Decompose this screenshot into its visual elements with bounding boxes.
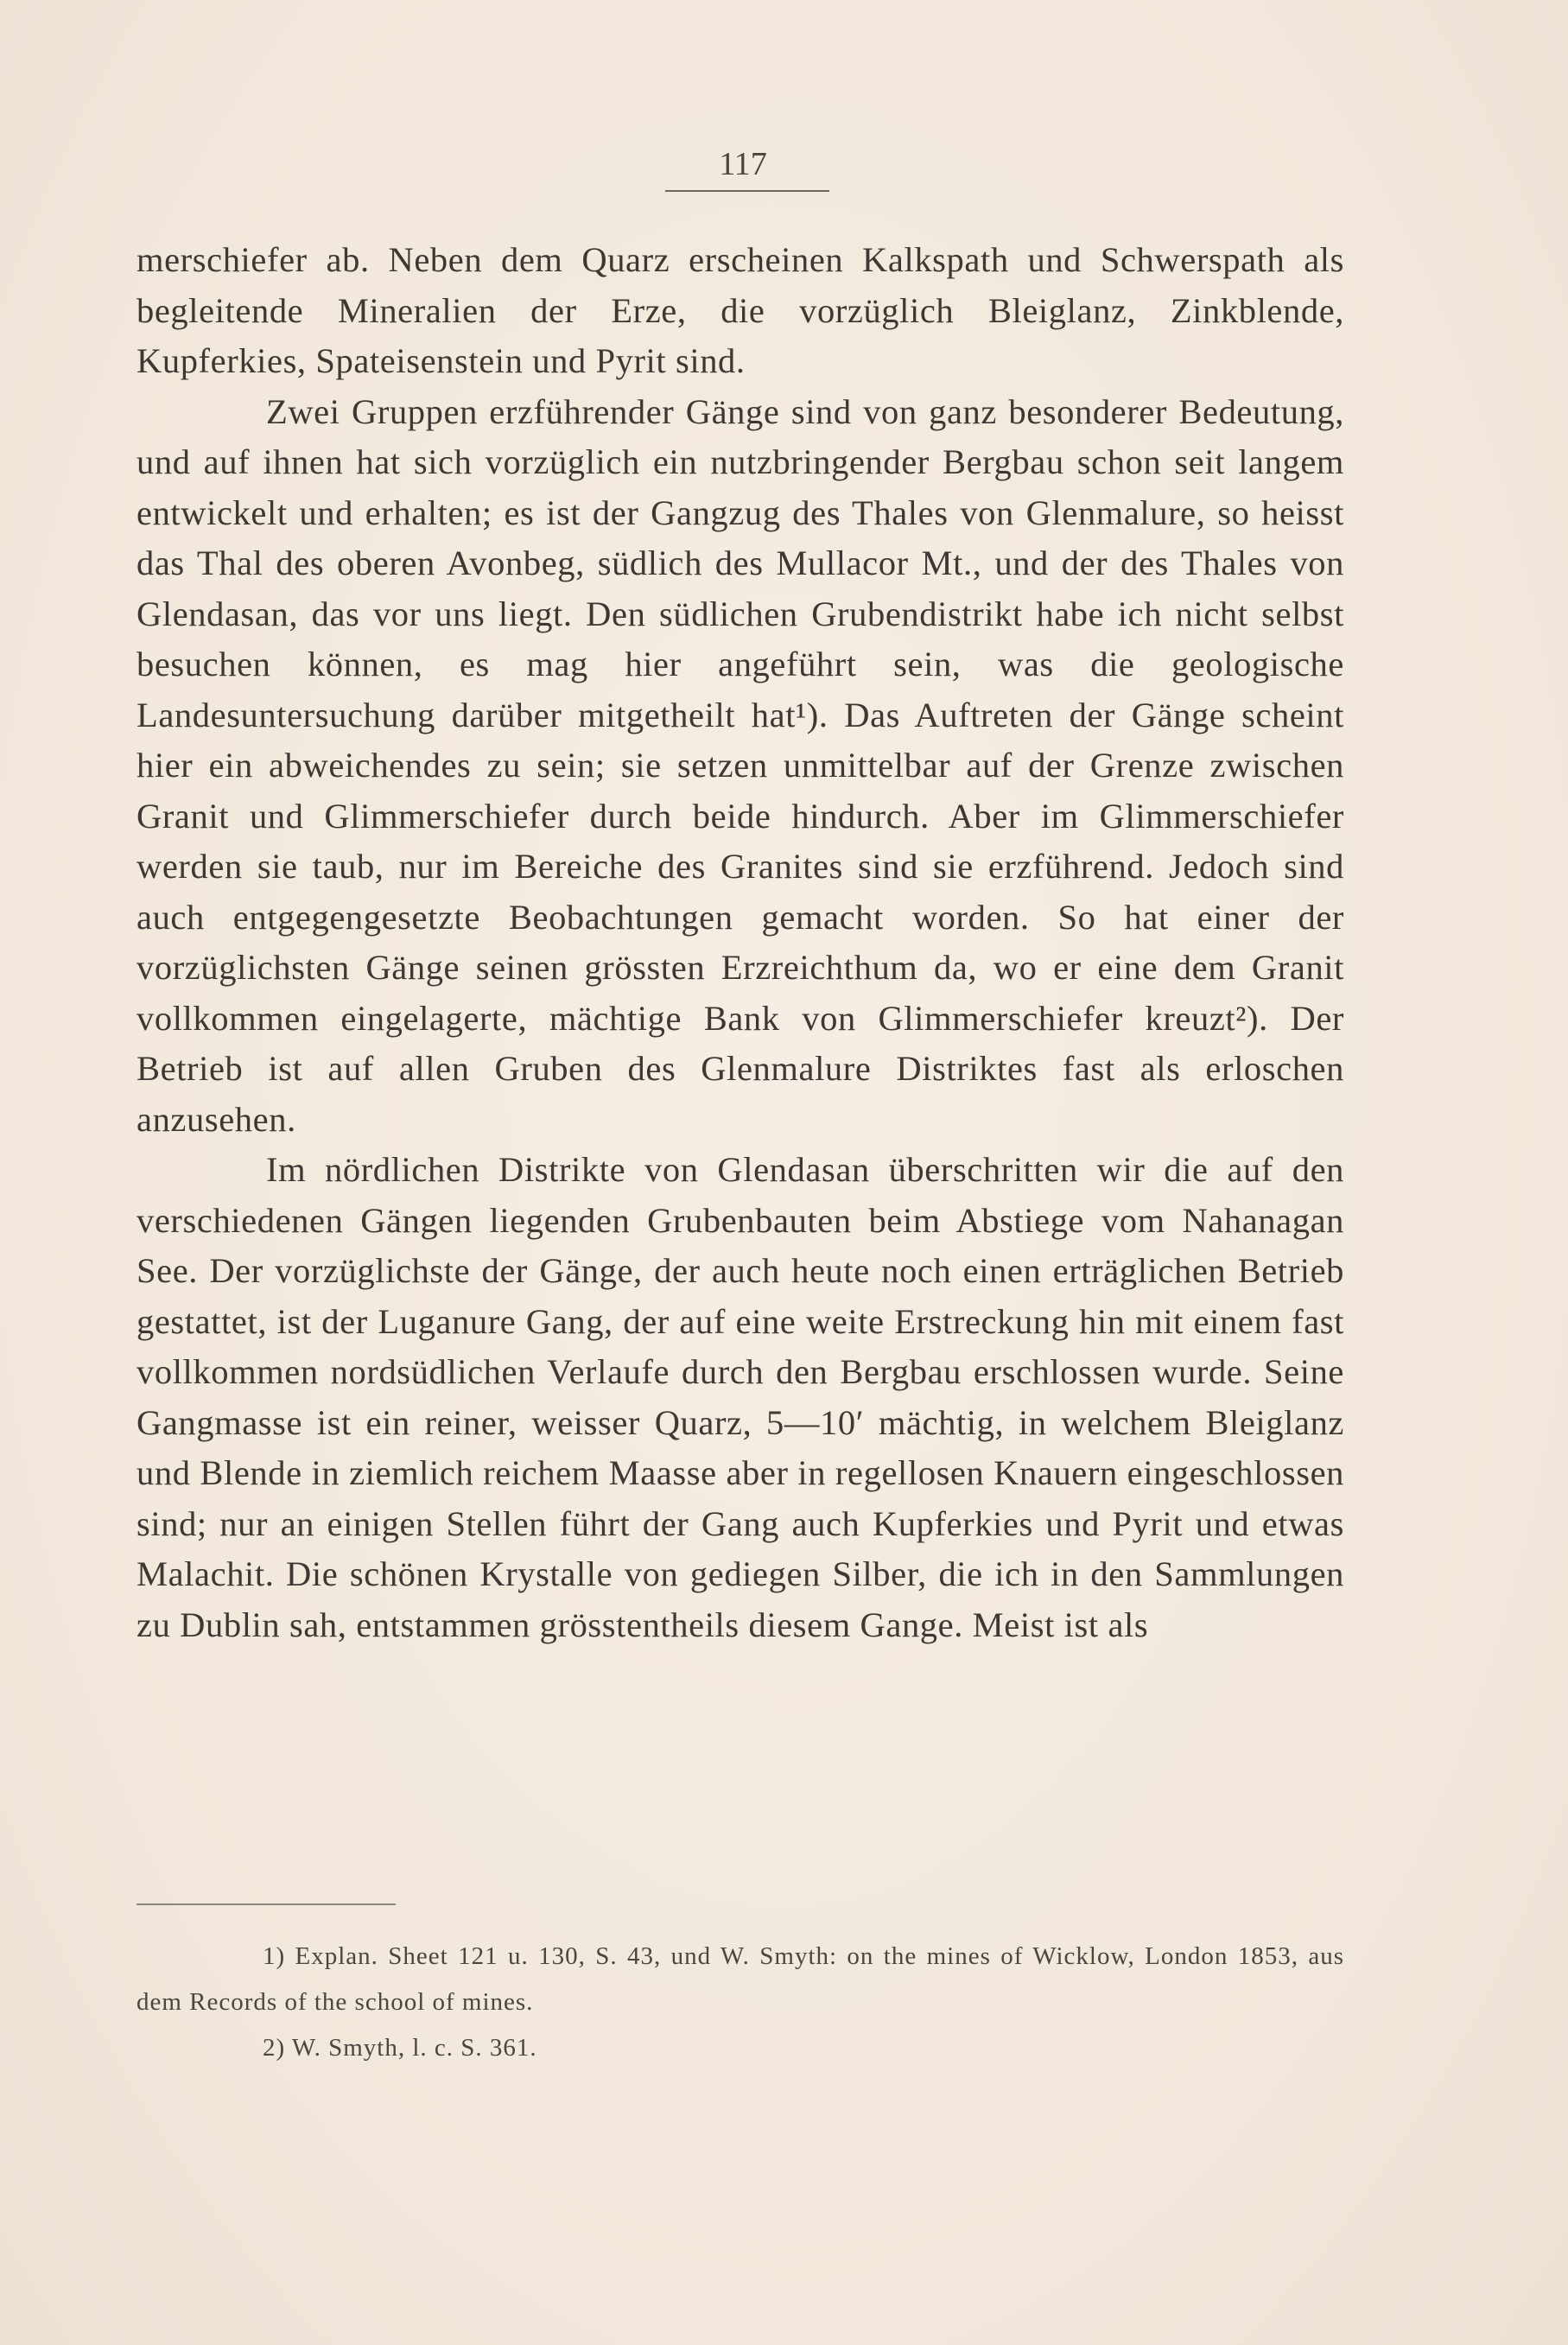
footnote-1: 1) Explan. Sheet 121 u. 130, S. 43, und W. Smyth: on the mines of Wicklow, London 1853, aus dem Records of the school of mines.: [136, 1942, 1344, 2016]
main-text: [136, 235, 1344, 1650]
page-number: 117: [719, 146, 767, 182]
paragraph-3: Im nördlichen Distrikte von Glendasan überschritten wir die auf den verschiedenen Gängen liegenden Grubenbauten beim Abstiege vom Nahanagan See. Der vorzüglichste der Gänge, der auch heute noch einen erträglichen Betrieb gestattet, ist der Luganure Gang, der auf eine weite Erstreckung hin mit einem fast vollkommen nordsüdlichen Verlaufe durch den Bergbau erschlossen wurde. Seine Gangmasse ist ein reiner, weisser Quarz, 5—10′ mächtig, in welchem Bleiglanz und Blende in ziemlich reichem Maasse aber in regellosen Knauern eingeschlossen sind; nur an einigen Stellen führt der Gang auch Kupferkies und Pyrit und etwas Malachit. Die schönen Krystalle von gediegen Silber, die ich in den Sammlungen zu Dublin sah, entstammen grösstentheils diesem Gange. Meist ist als: [136, 1150, 1344, 1644]
paragraph-1: merschiefer ab. Neben dem Quarz erscheinen Kalkspath und Schwerspath als begleitende Mineralien der Erze, die vorzüglich Bleiglanz, Zinkblende, Kupferkies, Spateisenstein und Pyrit sind.: [136, 240, 1344, 380]
footnotes: [136, 1934, 1344, 2071]
paragraph-2: Zwei Gruppen erzführender Gänge sind von ganz besonderer Bedeutung, und auf ihnen hat sich vorzüglich ein nutzbringender Bergbau schon seit langem entwickelt und erhalten; es ist der Gangzug des Thales von Glenmalure, so heisst das Thal des oberen Avonbeg, südlich des Mullacor Mt., und der des Thales von Glendasan, das vor uns liegt. Den südlichen Grubendistrikt habe ich nicht selbst besuchen können, es mag hier angeführt sein, was die geologische Landesuntersuchung darüber mitgetheilt hat¹). Das Auftreten der Gänge scheint hier ein abweichendes zu sein; sie setzen unmittelbar auf der Grenze zwischen Granit und Glimmerschiefer durch beide hindurch. Aber im Glimmerschiefer werden sie taub, nur im Bereiche des Granites sind sie erzführend. Jedoch sind auch entgegengesetzte Beobachtungen gemacht worden. So hat einer der vorzüglichsten Gänge seinen grössten Erzreichthum da, wo er eine dem Granit vollkommen eingelagerte, mächtige Bank von Glimmerschiefer kreuzt²). Der Betrieb ist auf allen Gruben des Glenmalure Distriktes fast als erloschen anzusehen.: [136, 391, 1344, 1139]
footnote-2: 2) W. Smyth, l. c. S. 361.: [263, 2034, 537, 2062]
page-number-rule: [665, 190, 829, 192]
footnote-separator: [136, 1903, 396, 1905]
